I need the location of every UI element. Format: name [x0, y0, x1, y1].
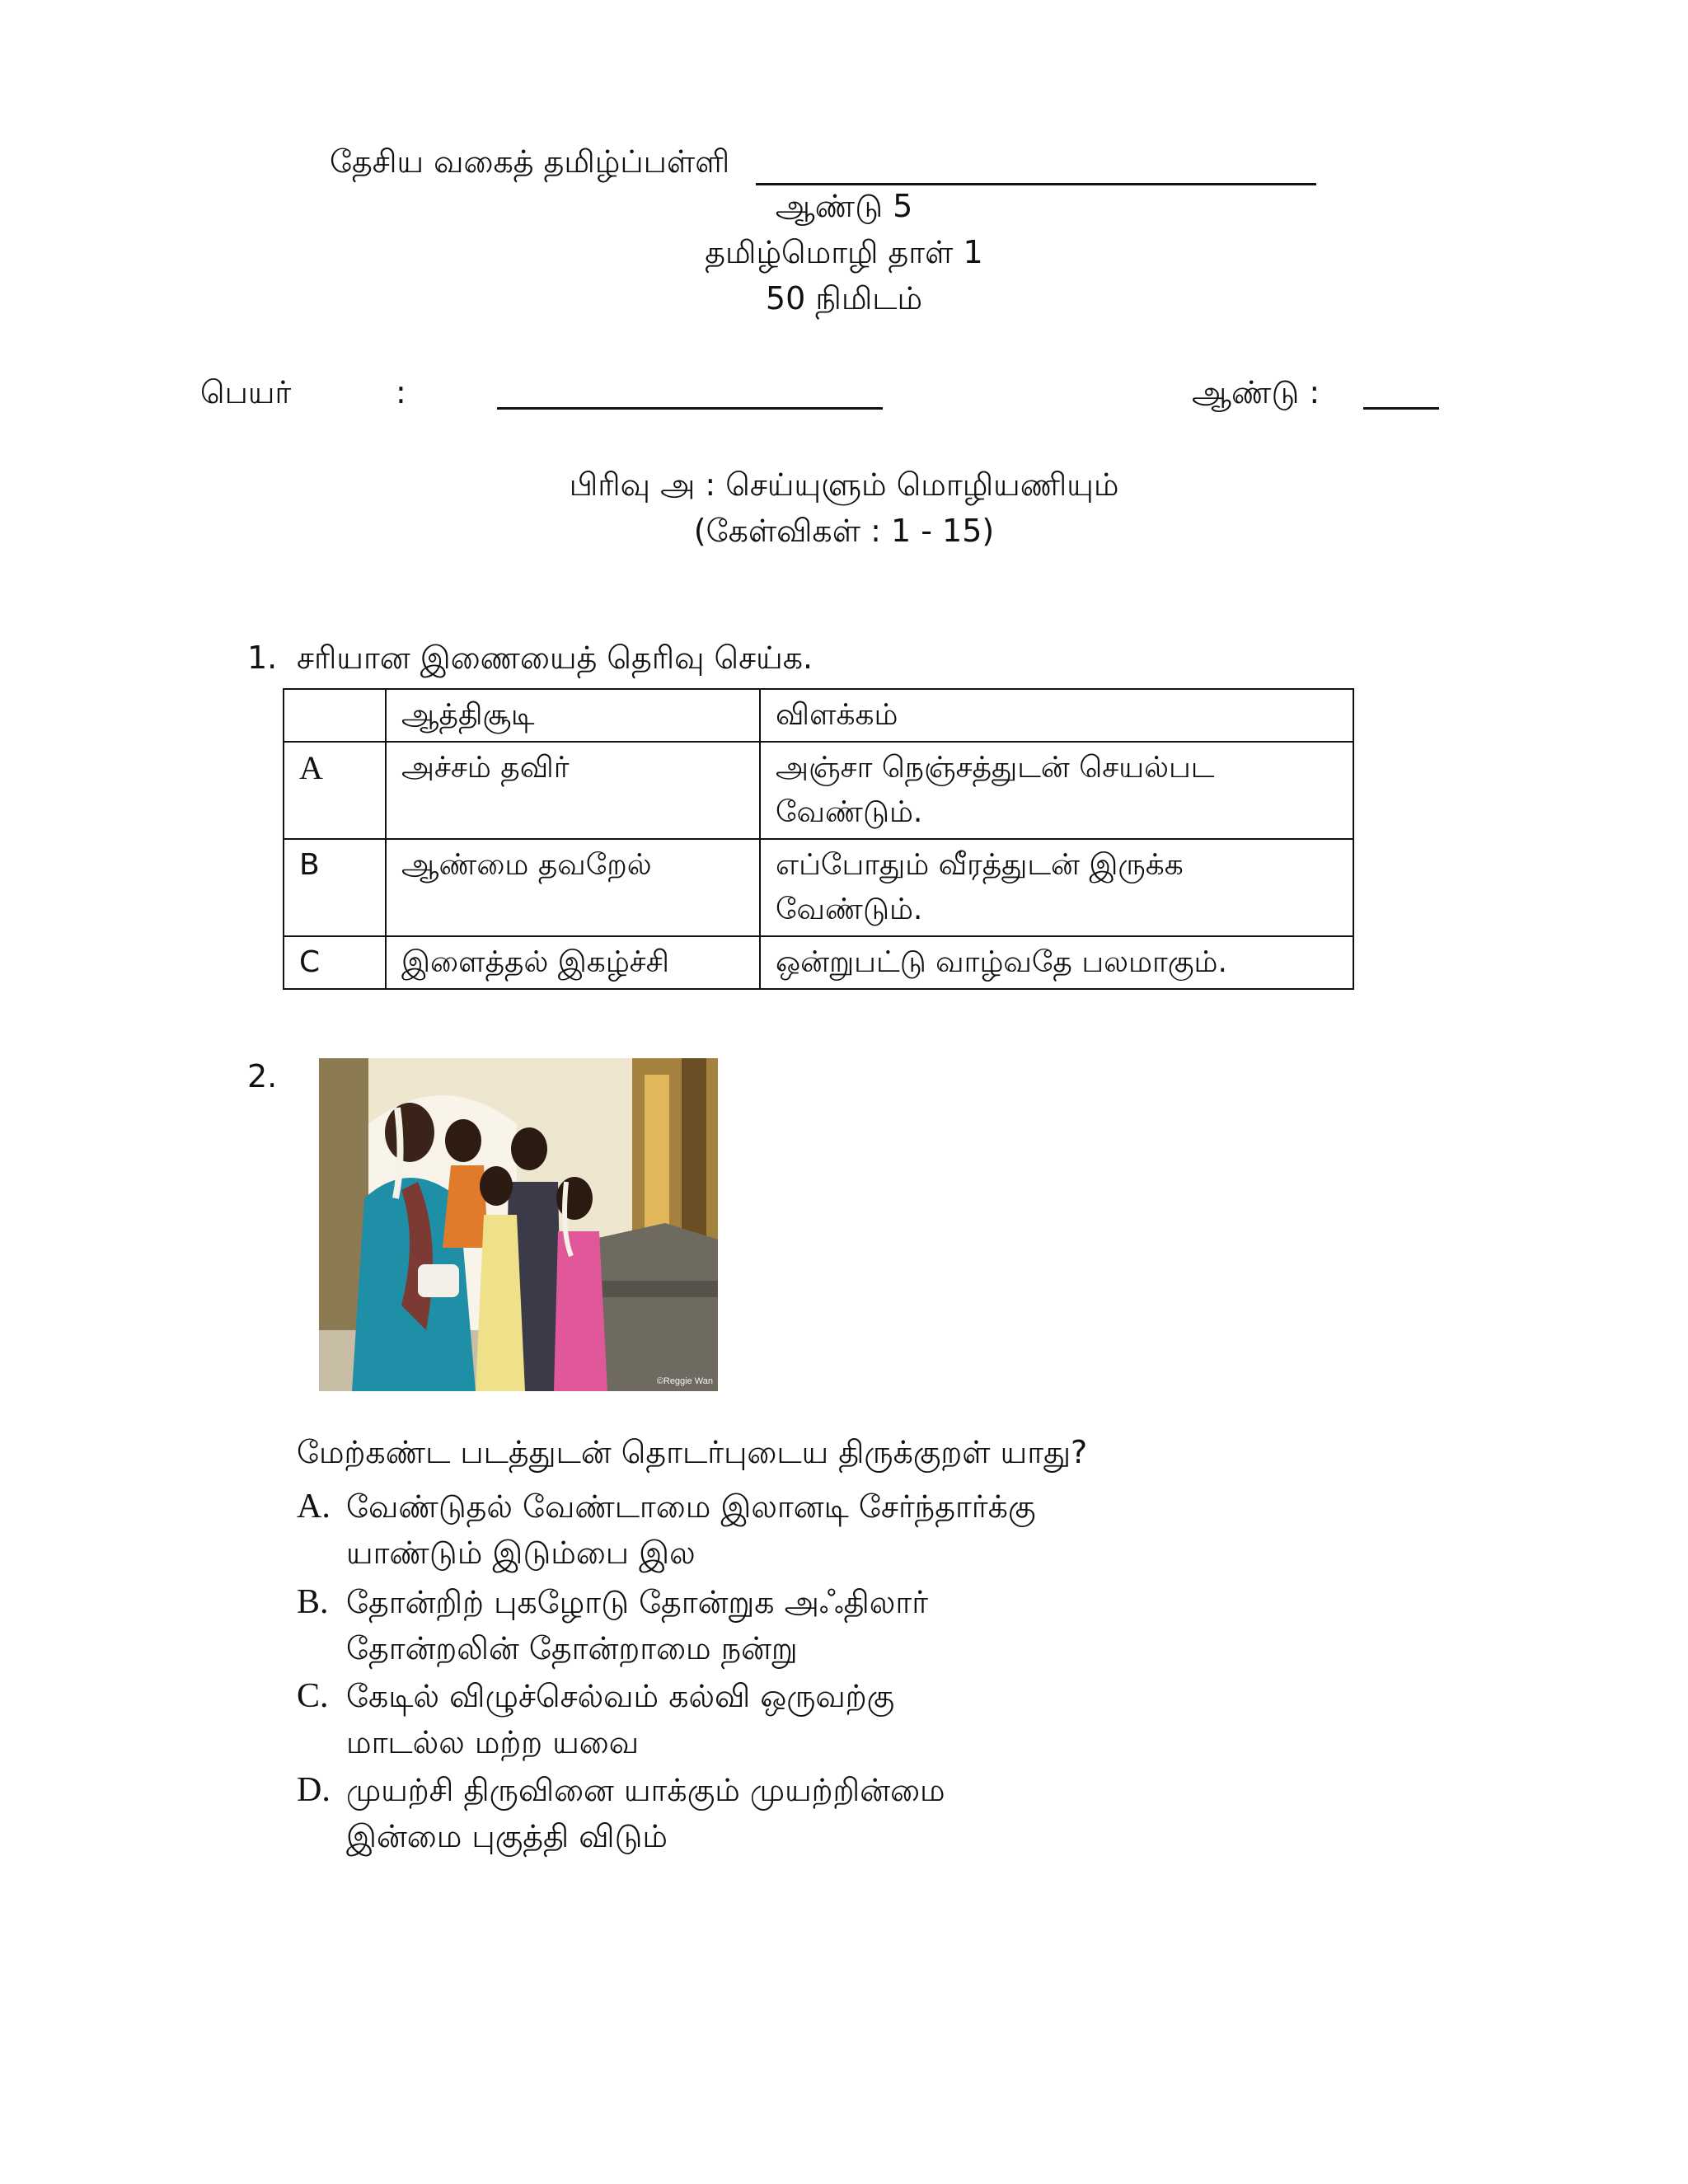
row-aathichudi: இளைத்தல் இகழ்ச்சி	[386, 936, 760, 989]
row-letter: A	[284, 742, 386, 839]
option-letter: C.	[297, 1677, 329, 1715]
header-cell-meaning: விளக்கம்	[760, 689, 1353, 742]
q1-prompt: சரியான இணையைத் தெரிவு செய்க.	[297, 640, 814, 676]
photo-credit: ©Reggie Wan	[656, 1376, 713, 1386]
row-meaning: அஞ்சா நெஞ்சத்துடன் செயல்பட வேண்டும்.	[760, 742, 1353, 839]
paper-line: தமிழ்மொழி தாள் 1	[705, 234, 983, 270]
table-row	[284, 839, 1353, 936]
q2-option-c	[297, 1673, 894, 1765]
q1-table	[283, 688, 1354, 990]
table-row	[284, 742, 1353, 839]
option-line2: தோன்றலின் தோன்றாமை நன்று	[346, 1630, 798, 1666]
option-letter: B.	[297, 1583, 329, 1621]
q2-option-a	[297, 1483, 1036, 1576]
class-blank	[1363, 407, 1439, 410]
option-line1: தோன்றிற் புகழோடு தோன்றுக அஃதிலார்	[346, 1584, 929, 1620]
row-aathichudi: அச்சம் தவிர்	[386, 742, 760, 839]
table-row	[284, 936, 1353, 989]
section-questions-range: (கேள்விகள் : 1 - 15)	[693, 513, 995, 549]
q1-number: 1.	[247, 640, 278, 676]
class-label: ஆண்டு :	[1192, 374, 1320, 410]
header-cell-letter	[284, 689, 386, 742]
school-line	[330, 140, 1316, 185]
q2-option-b	[297, 1579, 928, 1671]
row-meaning: எப்போதும் வீரத்துடன் இருக்க வேண்டும்.	[760, 839, 1353, 936]
option-line2: மாடல்ல மற்ற யவை	[346, 1724, 640, 1760]
school-name-blank	[756, 140, 1316, 185]
temple-prayer-photo	[319, 1058, 718, 1391]
option-line1: வேண்டுதல் வேண்டாமை இலானடி சேர்ந்தார்க்கு	[346, 1488, 1036, 1525]
time-line: 50 நிமிடம்	[765, 280, 923, 316]
q2-prompt: மேற்கண்ட படத்துடன் தொடர்புடைய திருக்குறள் யாது?	[297, 1434, 1088, 1470]
year-line: ஆண்டு 5	[775, 188, 913, 224]
row-meaning: ஒன்றுபட்டு வாழ்வதே பலமாகும்.	[760, 936, 1353, 989]
option-letter: A.	[297, 1488, 331, 1526]
school-label: தேசிய வகைத் தமிழ்ப்பள்ளி	[330, 143, 730, 180]
option-letter: D.	[297, 1771, 331, 1809]
section-title: பிரிவு அ : செய்யுளும் மொழியணியும்	[569, 466, 1119, 503]
row-letter: C	[284, 936, 386, 989]
table-header-row	[284, 689, 1353, 742]
name-colon: :	[396, 374, 406, 410]
q2-number: 2.	[247, 1058, 278, 1094]
option-line2: இன்மை புகுத்தி விடும்	[346, 1818, 668, 1854]
header-cell-aathichudi: ஆத்திசூடி	[386, 689, 760, 742]
name-label: பெயர்	[200, 374, 292, 410]
option-line1: முயற்சி திருவினை யாக்கும் முயற்றின்மை	[346, 1772, 945, 1808]
name-blank	[497, 407, 883, 410]
row-letter: B	[284, 839, 386, 936]
q2-option-d	[297, 1767, 945, 1859]
option-line2: யாண்டும் இடும்பை இல	[346, 1535, 696, 1571]
row-aathichudi: ஆண்மை தவறேல்	[386, 839, 760, 936]
option-line1: கேடில் விழுச்செல்வம் கல்வி ஒருவற்கு	[346, 1678, 895, 1714]
